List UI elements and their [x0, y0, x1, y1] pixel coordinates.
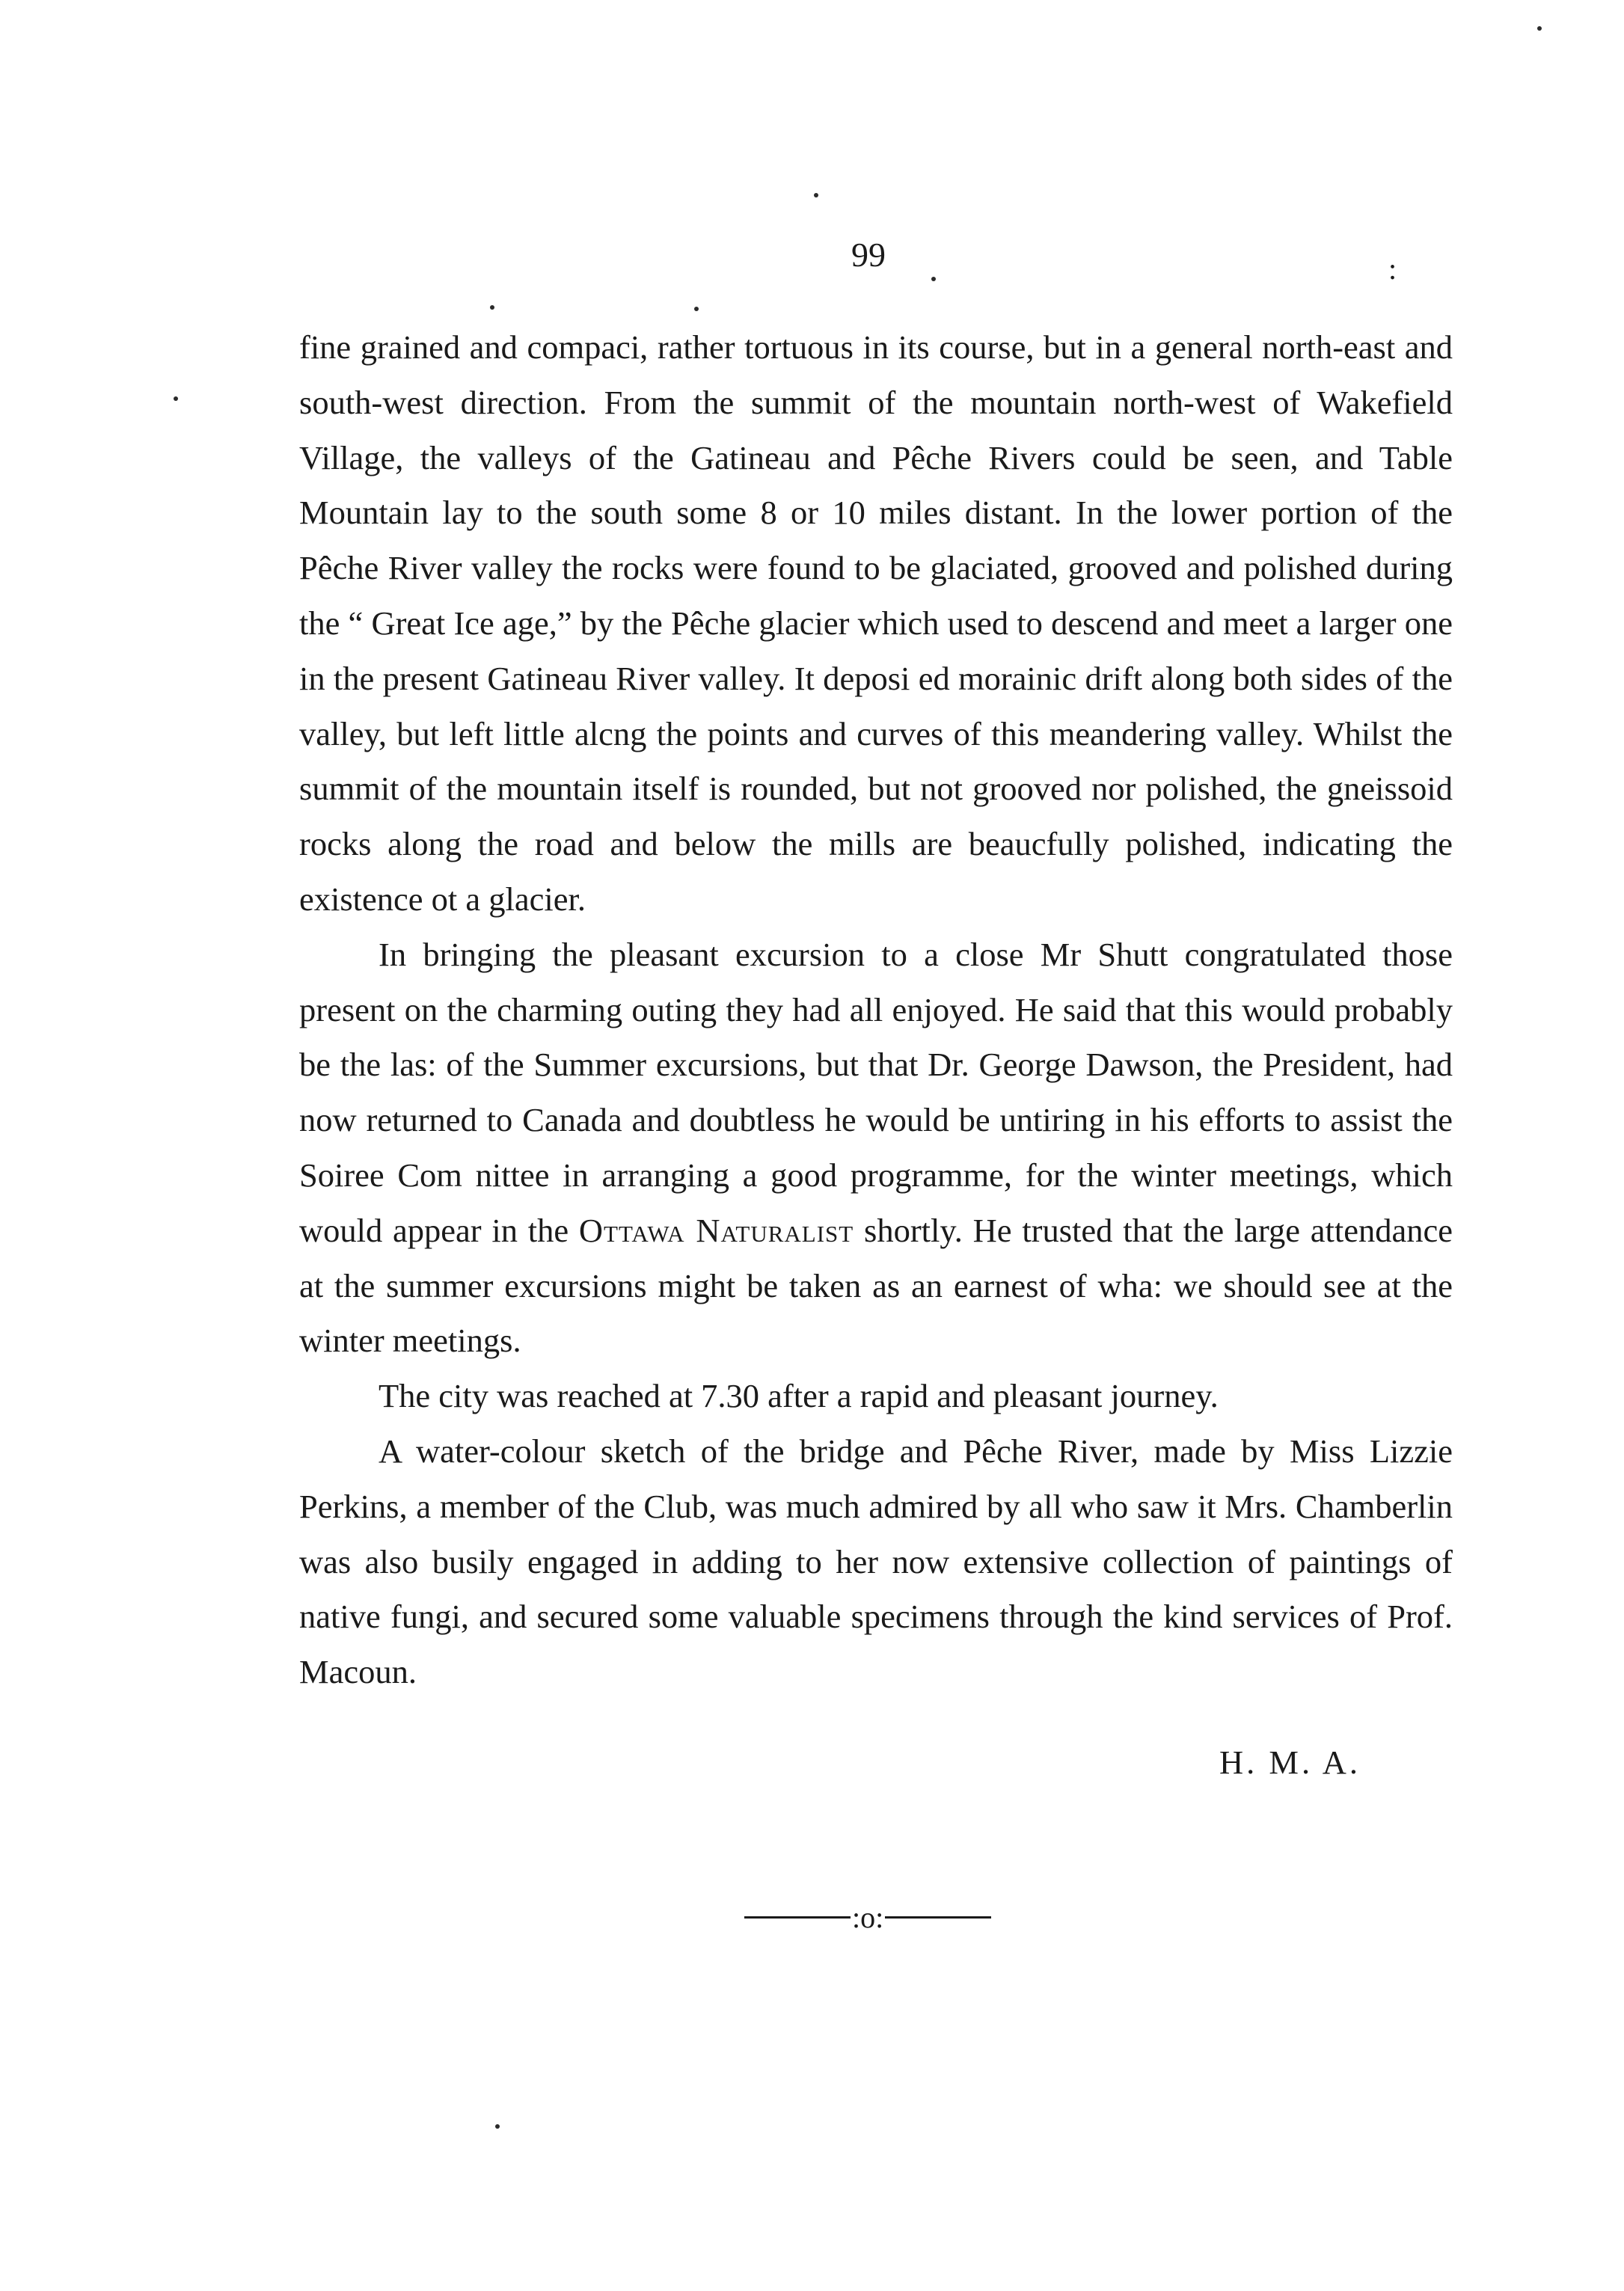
page-number: 99 — [851, 236, 886, 274]
divider-line-left — [744, 1916, 851, 1919]
ink-speck — [490, 305, 494, 310]
ink-speck — [931, 277, 936, 281]
divider-line-right — [885, 1916, 991, 1919]
paragraph-2 — [299, 927, 1453, 1369]
paragraph-2-text-before: In bringing the pleasant excursion to a close Mr Shutt congratulated those present on the charming outing they had all enjoyed. He said that this would probably be the las: of the Summer excursions, but that Dr. George Dawson, the President, had now returned to Canada and doubtless he would be untiring in his efforts to assist the Soiree Com nittee in arranging a good programme, for the winter meetings, which would appear in the — [299, 935, 1453, 1249]
paragraph-3: The city was reached at 7.30 after a rapid and pleasant journey. — [379, 1377, 1219, 1415]
author-initials: H. M. A. — [1219, 1743, 1361, 1781]
body-text — [299, 320, 1453, 1700]
ink-speck — [1537, 26, 1542, 31]
ink-speck — [495, 2124, 500, 2129]
ink-speck — [814, 193, 818, 197]
paragraph-2-text-after: shortly. He trusted that the large attendance at the summer excursions might be taken as an earnest of wha: we should see at the winter meetings. — [299, 1211, 1453, 1360]
paragraph-1: fine grained and compaci, rather tortuous in its course, but in a general north-east and south-west direction. From the summit of the mountain north-west of Wakefield Village, the valleys of the Gatineau and Pêche Rivers could be seen, and Table Mountain lay to the south some 8 or 10 miles distant. In the lower portion of the Pêche River valley the rocks were found to be glaciated, grooved and polished during the “ Great Ice age,” by the Pêche glacier which used to descend and meet a larger one in the present Gatineau River valley. It deposi ed morainic drift along both sides of the valley, but left little alcng the points and curves of this meandering valley. Whilst the summit of the mountain itself is rounded, but not grooved nor polished, the gneissoid rocks along the road and below the mills are beaucfully polished, indicating the existence ot a glacier. — [299, 328, 1453, 918]
ink-speck — [174, 396, 178, 401]
ink-speck — [694, 307, 699, 311]
paragraph-4: A water-colour sketch of the bridge and Pêche River, made by Miss Lizzie Perkins, a member of the Club, was much admired by all who saw it Mrs. Chamberlin was also busily engaged in adding to her now extensive collection of paintings of native fungi, and secured some valuable specimens through the kind services of Prof. Macoun. — [299, 1432, 1453, 1691]
stray-colon-mark: : — [1388, 252, 1397, 286]
section-divider — [744, 1900, 991, 1935]
journal-title: Ottawa Naturalist — [578, 1211, 854, 1249]
divider-ornament: :o: — [852, 1901, 884, 1934]
